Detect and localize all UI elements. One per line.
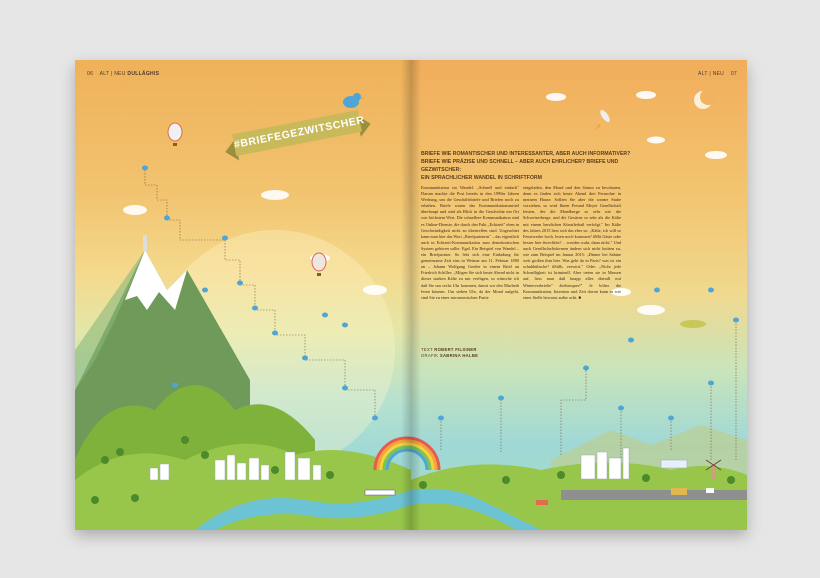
page-number: 07: [730, 71, 737, 77]
bird-icon: [343, 93, 365, 108]
sign-icon: [536, 500, 548, 505]
right-page-header: [698, 71, 737, 77]
article-column-2: eingeladen, den Mond und den Saturn zu beschauen, denn es finden sich heute Abend drei Fernrohre in meinem Hause. Sollten Sie aber die warme Stube vorziehen, so wird Ihnen Freund Meyer Gesellschaft leisten, der die Mondberge so sehr wie die Schweizerberge, und die Gestirne so sehr als die Kälte mit einem herzlichen Künstlerhaß verfolgt." Im Kälte des Jahres 2015 liest sich das eher so: „Kälte, ich will so Feuerwerke hoch, lesen noch kommen? #Mit Gäste oder besser hier #wechfen? …werden wahr, dann nicht." Und auch Gesellschaftsformen ändern sich nicht knitten zu, wie zum Beispiel im Januar 2015: „Dinner bei Sabine weit großen ihm hier. Was geht da in Paris? was ist ein schuhhübsche? #Stilb, verwirrt." Oder: „Nicht jede Schnelligkeit ist kriminell. Aber treten sie in Massen auf, liest man daß knapp alles überall mit Winterverbriebe" #seltenquer!" Je höher die Kommunikation, Intention und Zeit davon kann es wie einer Stelle bewusst außer acht. ■: [523, 185, 621, 300]
magazine-spread: [75, 60, 747, 530]
article-credits: [421, 347, 478, 359]
credit-label: GRAFIK: [421, 353, 439, 358]
article-column-1: Kommunikation im Wandel: „Schnell und einfach" Darum machte die Post bereits in den 1990er Jahren Werbung, um die Geschäftsbriefe und Briefen noch zu erhalten. Briefe waren das Kommunikationsmittel überhaupt und sind als Blick in die Geschichte ein Ort von höchstem Wert. Die schnellere Kommunikation sind es Online-Dienste, die durch den Fakt „Echtzeit" eben in Geschwindigkeit nicht zu übertreffen sind. Ungeachtet kann man hier das Wort „Briefpartnerin" – das eigentlich auch in Echtzeit-Kommunikation zum demokratischen System gehören sollte. Egal. Ein Beispiel von Wandel – ein Briefpartner. So lebt sich eine Einladung für gemeinsame Zeit eins in Weimar am 11. Februar 1800 an – Johann Wolfgang Goethe in einem Brief an Friedrich Schiller: „Mögen Sie sich heute Abend nicht in dieser starken Kälte zu mir verfügen, so wünsche ich daß Sie um sechs Uhr kommen, damit wir den Macbeth lesen können. Um sieben Uhr, da der Mond aufgeht, sind Sie zu einer astronomischen Partie: [421, 185, 519, 300]
headline-line: BRIEFE WIE ROMANTISCHER UND INTERESSANTER, ABER AUCH INFORMATIVER?: [421, 151, 631, 157]
brand-label: DULLÄGHIS: [127, 71, 160, 77]
article-headline: [421, 150, 641, 182]
credit-label: TEXT: [421, 347, 433, 352]
hot-air-balloon-icon: [168, 123, 182, 146]
credit-author: SABRINA HALBE: [439, 353, 479, 358]
car-icon: [706, 488, 714, 493]
right-page: [411, 60, 747, 530]
tower-icon: [143, 235, 147, 251]
spread-gutter: [401, 60, 421, 530]
rocket-icon: [595, 109, 611, 130]
left-page-header: [87, 71, 159, 77]
credit-author: ROBERT FILSINER: [434, 347, 477, 352]
page-number: 06: [87, 71, 94, 77]
boat-icon: [365, 490, 395, 495]
headline-line: EIN SPRACHLICHER WANDEL IN SCHRIFTFORM: [421, 175, 542, 181]
section-label: ALT | NEU: [698, 71, 725, 77]
left-page: [75, 60, 411, 530]
section-label: ALT | NEU: [99, 71, 126, 77]
headline-line: BRIEFE WIE PRÄZISE UND SCHNELL – ABER AUCH EHRLICHER? BRIEFE UND GEZWITSCHER:: [421, 159, 619, 173]
bird-icons: [438, 288, 739, 421]
blimp-icon: [680, 320, 706, 328]
bus-icon: [671, 488, 687, 495]
banner-title: #BRIEFEGEZWITSCHER: [233, 113, 366, 152]
road: [561, 490, 747, 500]
